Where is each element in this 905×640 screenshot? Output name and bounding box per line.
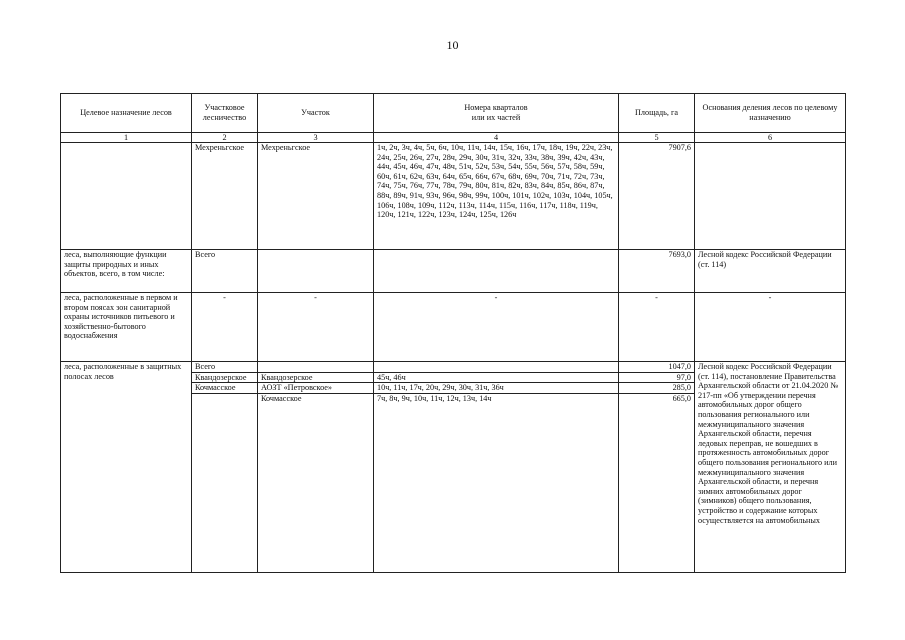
- header-basis: Основания деления лесов по целевому назначению: [695, 94, 846, 133]
- cell-forestry: Всего: [192, 362, 258, 373]
- cell-plot: Квандозерское: [258, 372, 374, 383]
- cell-quarters: 10ч, 11ч, 17ч, 20ч, 29ч, 30ч, 31ч, 36ч: [374, 383, 619, 394]
- col-number: 3: [258, 133, 374, 143]
- table-row: [61, 293, 846, 362]
- cell-area: -: [619, 293, 695, 362]
- cell-forestry: -: [192, 293, 258, 362]
- cell-forestry: Всего: [192, 250, 258, 293]
- header-purpose: Целевое назначение лесов: [61, 94, 192, 133]
- cell-plot: АОЗТ «Петровское»: [258, 383, 374, 394]
- cell-basis: Лесной кодекс Российской Федерации (ст. 114): [695, 250, 846, 293]
- header-quarters-line2: или их частей: [471, 113, 521, 122]
- page-number: 10: [446, 38, 459, 52]
- header-quarters: [374, 94, 619, 133]
- cell-basis: [695, 143, 846, 250]
- cell-quarters: [374, 250, 619, 293]
- table-row: [61, 362, 846, 373]
- cell-plot: [258, 362, 374, 373]
- cell-forestry: Мехреньгское: [192, 143, 258, 250]
- cell-area: 7907,6: [619, 143, 695, 250]
- cell-area: 665,0: [619, 393, 695, 572]
- cell-purpose: [61, 143, 192, 250]
- cell-area: 97,0: [619, 372, 695, 383]
- header-forestry: Участковое лесничество: [192, 94, 258, 133]
- cell-quarters: -: [374, 293, 619, 362]
- header-row: [61, 94, 846, 133]
- cell-basis: Лесной кодекс Российской Федерации (ст. 114), постановление Правительства Архангельской области от 21.04.2020 № 217-пп «Об утверждении перечня автомобильных дорог общего пользования регионального или межмуниципального значения Архангельской области, перечня ледовых переправ, не вошедших в протяженность автомобильных дорог общего пользования регионального или межмуниципального значения Архангельской области, и перечня зимних автомобильных дорог (зимников) общего пользования, устройство и содержание которых осуществляется на автомобильных: [695, 362, 846, 573]
- col-number: 5: [619, 133, 695, 143]
- cell-quarters: 1ч, 2ч, 3ч, 4ч, 5ч, 6ч, 10ч, 11ч, 14ч, 15ч, 16ч, 17ч, 18ч, 19ч, 22ч, 23ч, 24ч, 25ч, 26ч, 27ч, 28ч, 29ч, 30ч, 31ч, 32ч, 33ч, 38ч, 39ч, 42ч, 43ч, 44ч, 45ч, 46ч, 47ч, 48ч, 51ч, 52ч, 53ч, 54ч, 55ч, 56ч, 57ч, 58ч, 59ч, 60ч, 61ч, 62ч, 63ч, 64ч, 65ч, 66ч, 67ч, 68ч, 69ч, 70ч, 71ч, 72ч, 73ч, 74ч, 75ч, 76ч, 77ч, 78ч, 79ч, 80ч, 81ч, 82ч, 83ч, 84ч, 85ч, 86ч, 87ч, 88ч, 89ч, 91ч, 93ч, 96ч, 98ч, 99ч, 100ч, 101ч, 102ч, 103ч, 104ч, 105ч, 106ч, 108ч, 109ч, 112ч, 113ч, 114ч, 115ч, 116ч, 117ч, 118ч, 119ч, 120ч, 121ч, 122ч, 123ч, 124ч, 125ч, 126ч: [374, 143, 619, 250]
- col-number: 1: [61, 133, 192, 143]
- cell-plot: -: [258, 293, 374, 362]
- forest-purpose-table: [60, 93, 846, 573]
- header-plot: Участок: [258, 94, 374, 133]
- col-number: 2: [192, 133, 258, 143]
- column-number-row: [61, 133, 846, 143]
- cell-purpose: леса, расположенные в защитных полосах лесов: [61, 362, 192, 573]
- table-row: [61, 143, 846, 250]
- cell-forestry: Кочмасское: [192, 383, 258, 394]
- col-number: 4: [374, 133, 619, 143]
- cell-area: 7693,0: [619, 250, 695, 293]
- col-number: 6: [695, 133, 846, 143]
- table-row: [61, 250, 846, 293]
- header-area: Площадь, га: [619, 94, 695, 133]
- cell-quarters: 7ч, 8ч, 9ч, 10ч, 11ч, 12ч, 13ч, 14ч: [374, 393, 619, 572]
- cell-basis: -: [695, 293, 846, 362]
- cell-plot: [258, 250, 374, 293]
- cell-forestry: [192, 393, 258, 572]
- cell-forestry: Квандозерское: [192, 372, 258, 383]
- cell-quarters: [374, 362, 619, 373]
- cell-area: 285,0: [619, 383, 695, 394]
- cell-purpose: леса, выполняющие функции защиты природных и иных объектов, всего, в том числе:: [61, 250, 192, 293]
- cell-quarters: 45ч, 46ч: [374, 372, 619, 383]
- header-quarters-line1: Номера кварталов: [464, 103, 528, 113]
- cell-purpose: леса, расположенные в первом и втором поясах зон санитарной охраны источников питьевого и хозяйственно-бытового водоснабжения: [61, 293, 192, 362]
- cell-plot: Кочмасское: [258, 393, 374, 572]
- cell-plot: Мехреньгское: [258, 143, 374, 250]
- cell-area: 1047,0: [619, 362, 695, 373]
